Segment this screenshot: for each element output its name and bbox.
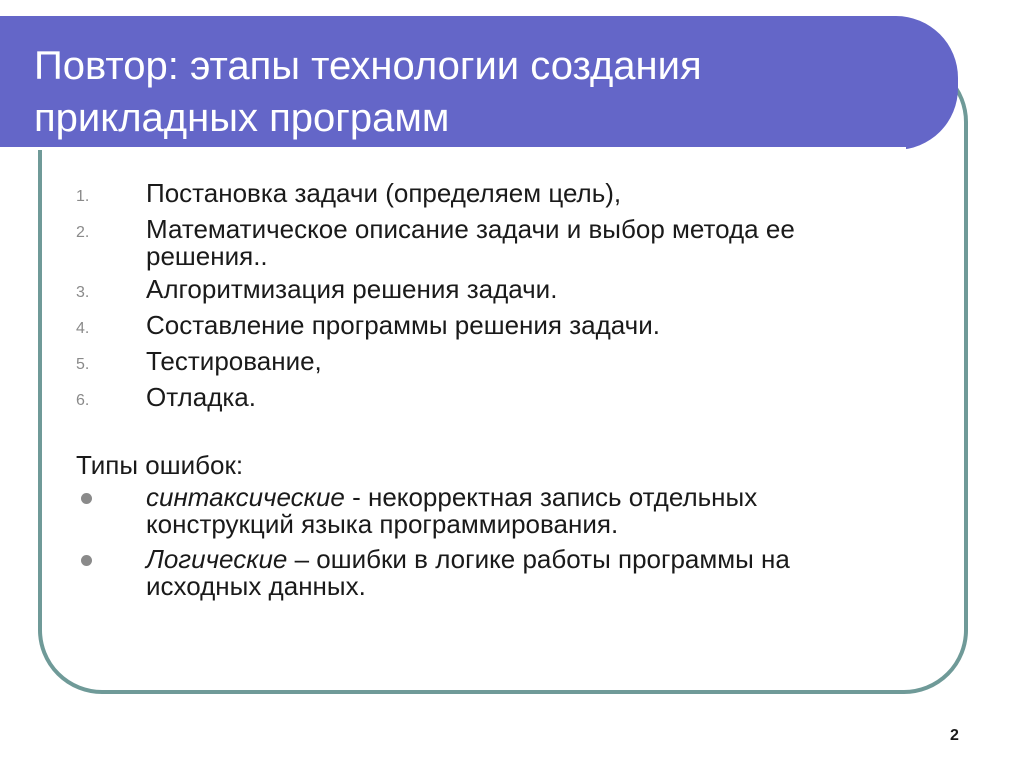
list-item — [76, 384, 896, 414]
step-number: 6. — [76, 392, 90, 409]
step-text: Отладка. — [146, 382, 256, 412]
step-text: Тестирование, — [146, 346, 322, 376]
step-number: 4. — [76, 320, 90, 337]
list-item — [76, 276, 896, 306]
step-number: 2. — [76, 224, 90, 241]
list-item — [76, 484, 896, 538]
title-bar — [0, 16, 958, 150]
error-description: - некорректная запись отдельных конструкций языка программирования. — [146, 482, 758, 539]
bullet-icon — [76, 484, 146, 511]
error-text — [146, 546, 896, 600]
list-item — [76, 348, 896, 378]
list-item — [76, 180, 896, 210]
errors-heading: Типы ошибок: — [76, 450, 244, 480]
step-number: 5. — [76, 356, 90, 373]
error-text — [146, 484, 896, 538]
step-number: 3. — [76, 284, 90, 301]
error-term: Логические — [146, 544, 288, 574]
title-underline — [0, 147, 906, 150]
step-number: 1. — [76, 188, 90, 205]
errors-list — [76, 484, 896, 608]
bullet-icon — [76, 546, 146, 573]
list-item — [76, 546, 896, 600]
page-number: 2 — [950, 727, 959, 744]
step-text: Постановка задачи (определяем цель), — [146, 178, 622, 208]
error-description: – ошибки в логике работы программы на исходных данных. — [146, 544, 790, 601]
step-text: Алгоритмизация решения задачи. — [146, 274, 558, 304]
error-term: синтаксические — [146, 482, 345, 512]
list-item — [76, 312, 896, 342]
step-text: Составление программы решения задачи. — [146, 310, 660, 340]
list-item — [76, 216, 896, 270]
step-text: Математическое описание задачи и выбор метода ее решения.. — [146, 214, 795, 271]
slide-title: Повтор: этапы технологии создания прикладных программ — [34, 44, 702, 140]
steps-list — [76, 180, 896, 420]
